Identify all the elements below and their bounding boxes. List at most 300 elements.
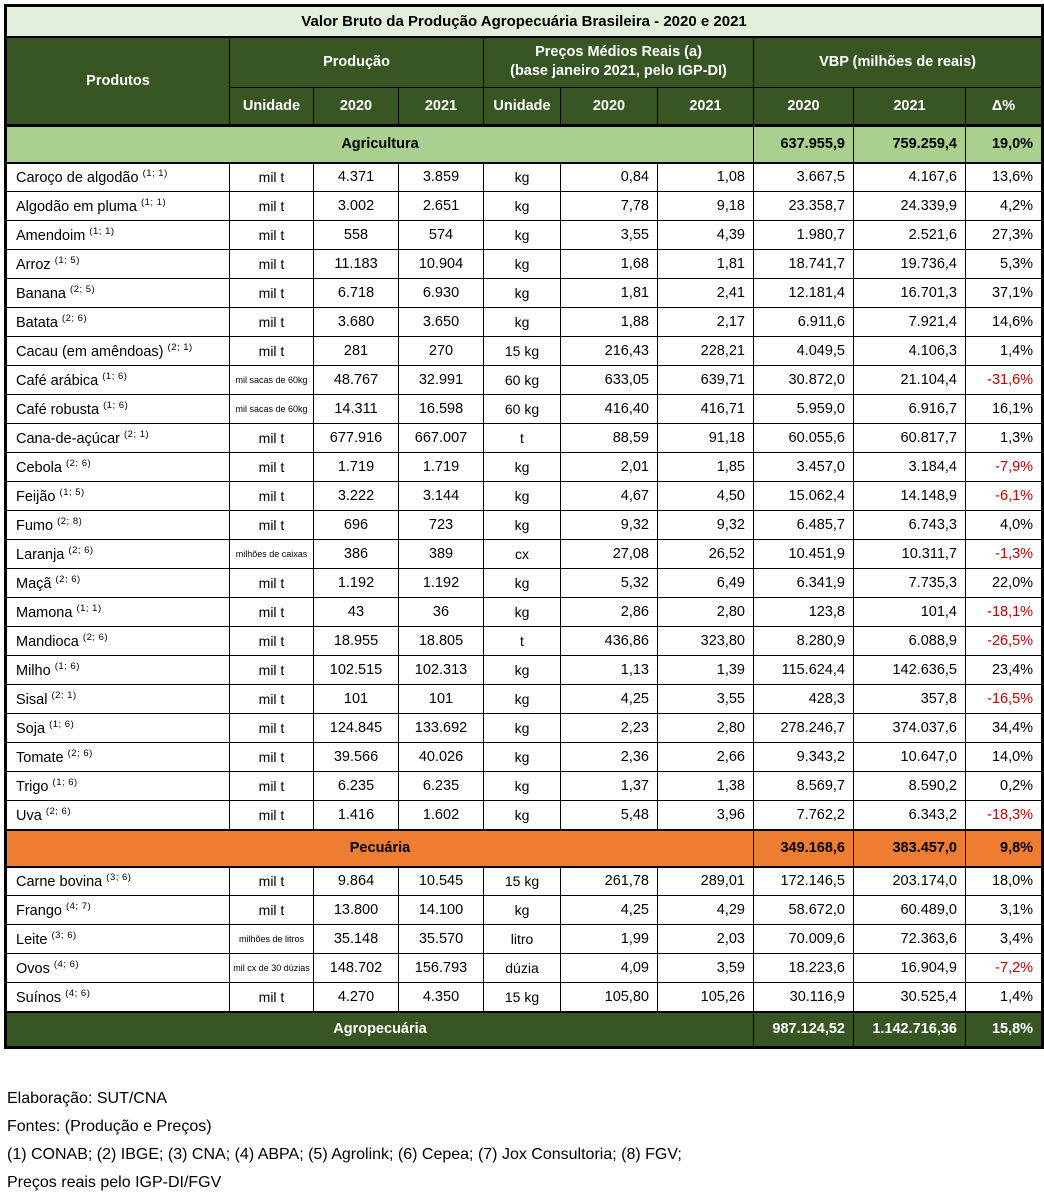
price-2020-cell: 2,23 [561, 714, 658, 743]
price-2020-cell: 1,37 [561, 772, 658, 801]
product-name-cell [6, 772, 230, 801]
price-unit-cell: kg [484, 743, 561, 772]
vbp-2021-cell: 6.743,3 [854, 511, 966, 540]
table-row [6, 925, 1043, 954]
vbp-2020-cell: 115.624,4 [754, 656, 854, 685]
column-header-delta: Δ% [966, 88, 1043, 126]
delta-cell: 16,1% [966, 395, 1043, 424]
production-unit-cell: mil t [230, 424, 314, 453]
production-unit-cell: mil t [230, 743, 314, 772]
price-2020-cell: 1,99 [561, 925, 658, 954]
price-unit-cell: kg [484, 482, 561, 511]
product-name: Cana-de-açúcar [16, 430, 120, 447]
column-group-producao: Produção [230, 37, 484, 88]
vbp-2020-cell: 70.009,6 [754, 925, 854, 954]
price-unit-cell: kg [484, 511, 561, 540]
table-body [6, 126, 1043, 1048]
vbp-2020-cell: 1.980,7 [754, 221, 854, 250]
vbp-2020-cell: 7.762,2 [754, 801, 854, 830]
production-2021-cell: 389 [399, 540, 484, 569]
vbp-2020-cell: 8.280,9 [754, 627, 854, 656]
product-name: Trigo [16, 778, 49, 795]
product-name: Leite [16, 931, 48, 948]
product-source-ref: (2; 8) [57, 516, 83, 528]
price-unit-cell: t [484, 424, 561, 453]
price-2021-cell: 1,39 [658, 656, 754, 685]
production-2020-cell: 43 [314, 598, 399, 627]
footnote-sources-list: (1) CONAB; (2) IBGE; (3) CNA; (4) ABPA; (5) Agrolink; (6) Cepea; (7) Jox Consultoria; (8) FGV; [7, 1146, 682, 1163]
price-2020-cell: 1,68 [561, 250, 658, 279]
price-2021-cell: 2,80 [658, 714, 754, 743]
vbp-2021-cell: 10.311,7 [854, 540, 966, 569]
price-2020-cell: 5,32 [561, 569, 658, 598]
vbp-2021-cell: 60.817,7 [854, 424, 966, 453]
product-source-ref: (1; 5) [54, 255, 80, 267]
production-unit-cell: mil t [230, 656, 314, 685]
price-2020-cell: 88,59 [561, 424, 658, 453]
product-name-cell [6, 192, 230, 221]
price-2021-cell: 2,41 [658, 279, 754, 308]
production-2021-cell: 101 [399, 685, 484, 714]
production-2021-cell: 3.650 [399, 308, 484, 337]
production-unit-cell: milhões de litros [230, 925, 314, 954]
vbp-2021-cell: 6.916,7 [854, 395, 966, 424]
product-name: Café robusta [16, 401, 100, 418]
price-unit-cell: kg [484, 772, 561, 801]
footnote-precos-reais: Preços reais pelo IGP-DI/FGV [7, 1174, 222, 1191]
table-row [6, 954, 1043, 983]
product-name: Uva [16, 807, 42, 824]
product-name-cell [6, 627, 230, 656]
production-2021-cell: 723 [399, 511, 484, 540]
vbp-2021-cell: 7.735,3 [854, 569, 966, 598]
vbp-2021-cell: 8.590,2 [854, 772, 966, 801]
vbp-2020-cell: 3.667,5 [754, 163, 854, 192]
production-unit-cell: mil sacas de 60kg [230, 366, 314, 395]
vbp-2021-cell: 357,8 [854, 685, 966, 714]
price-2020-cell: 1,88 [561, 308, 658, 337]
header-groups-row [6, 37, 1043, 88]
product-name: Feijão [16, 488, 56, 505]
price-2020-cell: 9,32 [561, 511, 658, 540]
production-unit-cell: mil t [230, 627, 314, 656]
production-2021-cell: 156.793 [399, 954, 484, 983]
production-2020-cell: 696 [314, 511, 399, 540]
delta-cell: 1,4% [966, 983, 1043, 1012]
page [0, 4, 1044, 1200]
section-vbp-2020: 637.955,9 [754, 126, 854, 163]
price-unit-cell: kg [484, 308, 561, 337]
product-name-cell [6, 743, 230, 772]
table-row [6, 395, 1043, 424]
price-2020-cell: 2,01 [561, 453, 658, 482]
product-name-cell [6, 867, 230, 896]
product-name: Café arábica [16, 372, 99, 389]
table-row [6, 598, 1043, 627]
production-unit-cell: mil t [230, 250, 314, 279]
delta-cell: -18,1% [966, 598, 1043, 627]
delta-cell: -7,9% [966, 453, 1043, 482]
column-header-produtos: Produtos [6, 37, 230, 126]
production-2020-cell: 3.680 [314, 308, 399, 337]
product-name-cell [6, 801, 230, 830]
price-2020-cell: 1,13 [561, 656, 658, 685]
vbp-2021-cell: 6.343,2 [854, 801, 966, 830]
production-2021-cell: 1.602 [399, 801, 484, 830]
delta-cell: 23,4% [966, 656, 1043, 685]
vbp-2021-cell: 2.521,6 [854, 221, 966, 250]
production-unit-cell: mil sacas de 60kg [230, 395, 314, 424]
production-unit-cell: mil t [230, 685, 314, 714]
table-row [6, 163, 1043, 192]
price-unit-cell: cx [484, 540, 561, 569]
production-unit-cell: mil t [230, 801, 314, 830]
column-header-vbp-2020: 2020 [754, 88, 854, 126]
price-2020-cell: 4,25 [561, 685, 658, 714]
production-unit-cell: mil t [230, 983, 314, 1012]
price-2021-cell: 2,17 [658, 308, 754, 337]
vbp-2020-cell: 6.341,9 [754, 569, 854, 598]
vbp-2021-cell: 10.647,0 [854, 743, 966, 772]
section-row [6, 830, 1043, 867]
vbp-2021-cell: 203.174,0 [854, 867, 966, 896]
product-name: Batata [16, 314, 58, 331]
table-row [6, 366, 1043, 395]
delta-cell: 22,0% [966, 569, 1043, 598]
production-unit-cell: mil t [230, 867, 314, 896]
production-2020-cell: 48.767 [314, 366, 399, 395]
price-2020-cell: 216,43 [561, 337, 658, 366]
vbp-2021-cell: 14.148,9 [854, 482, 966, 511]
price-2021-cell: 228,21 [658, 337, 754, 366]
production-2021-cell: 10.904 [399, 250, 484, 279]
production-2020-cell: 4.371 [314, 163, 399, 192]
product-name: Amendoim [16, 227, 86, 244]
delta-cell: 5,3% [966, 250, 1043, 279]
price-2021-cell: 1,85 [658, 453, 754, 482]
product-source-ref: (1; 6) [103, 400, 129, 412]
product-source-ref: (2; 6) [45, 805, 72, 817]
production-2021-cell: 3.144 [399, 482, 484, 511]
production-unit-cell: mil t [230, 714, 314, 743]
product-name: Milho [16, 662, 51, 679]
production-2020-cell: 3.002 [314, 192, 399, 221]
product-name-cell [6, 598, 230, 627]
product-name-cell [6, 569, 230, 598]
price-2021-cell: 289,01 [658, 867, 754, 896]
product-source-ref: (2; 5) [70, 284, 96, 296]
section-delta: 9,8% [966, 830, 1043, 867]
production-2021-cell: 35.570 [399, 925, 484, 954]
production-unit-cell: mil t [230, 772, 314, 801]
production-2021-cell: 2.651 [399, 192, 484, 221]
product-source-ref: (2; 6) [82, 632, 109, 644]
delta-cell: -16,5% [966, 685, 1043, 714]
production-2021-cell: 102.313 [399, 656, 484, 685]
vbp-2021-cell: 16.701,3 [854, 279, 966, 308]
price-2021-cell: 323,80 [658, 627, 754, 656]
product-name-cell [6, 925, 230, 954]
production-2021-cell: 270 [399, 337, 484, 366]
footnote-elaboracao: Elaboração: SUT/CNA [7, 1090, 168, 1107]
product-source-ref: (3; 6) [106, 872, 132, 884]
product-name: Mandioca [16, 633, 79, 650]
delta-cell: 13,6% [966, 163, 1043, 192]
section-delta: 19,0% [966, 126, 1043, 163]
column-header-unidade-precos: Unidade [484, 88, 561, 126]
vbp-table [4, 4, 1044, 1049]
precos-group-line2: (base janeiro 2021, pelo IGP-DI) [510, 63, 727, 80]
price-2020-cell: 0,84 [561, 163, 658, 192]
vbp-2020-cell: 278.246,7 [754, 714, 854, 743]
delta-cell: 3,1% [966, 896, 1043, 925]
production-2021-cell: 36 [399, 598, 484, 627]
production-2020-cell: 35.148 [314, 925, 399, 954]
vbp-2021-cell: 30.525,4 [854, 983, 966, 1012]
product-source-ref: (1; 6) [52, 777, 78, 789]
delta-cell: 4,0% [966, 511, 1043, 540]
vbp-2020-cell: 4.049,5 [754, 337, 854, 366]
column-group-vbp: VBP (milhões de reais) [754, 37, 1043, 88]
production-2020-cell: 6.235 [314, 772, 399, 801]
column-header-vbp-2021: 2021 [854, 88, 966, 126]
production-2021-cell: 1.719 [399, 453, 484, 482]
product-name-cell [6, 954, 230, 983]
production-2020-cell: 4.270 [314, 983, 399, 1012]
vbp-2021-cell: 6.088,9 [854, 627, 966, 656]
product-source-ref: (2; 1) [51, 690, 77, 702]
production-2021-cell: 4.350 [399, 983, 484, 1012]
table-row [6, 424, 1043, 453]
price-unit-cell: kg [484, 801, 561, 830]
production-2021-cell: 10.545 [399, 867, 484, 896]
price-unit-cell: 60 kg [484, 366, 561, 395]
footnote-fontes: Fontes: (Produção e Preços) [7, 1118, 212, 1135]
price-2020-cell: 7,78 [561, 192, 658, 221]
vbp-2021-cell: 19.736,4 [854, 250, 966, 279]
production-2020-cell: 386 [314, 540, 399, 569]
product-name-cell [6, 250, 230, 279]
table-row [6, 896, 1043, 925]
product-source-ref: (1; 5) [59, 487, 85, 499]
product-name-cell [6, 685, 230, 714]
delta-cell: 37,1% [966, 279, 1043, 308]
product-name-cell [6, 337, 230, 366]
production-unit-cell: mil t [230, 308, 314, 337]
price-unit-cell: kg [484, 656, 561, 685]
price-unit-cell: 15 kg [484, 983, 561, 1012]
production-2020-cell: 148.702 [314, 954, 399, 983]
product-name-cell [6, 395, 230, 424]
price-2021-cell: 91,18 [658, 424, 754, 453]
production-2020-cell: 11.183 [314, 250, 399, 279]
vbp-2021-cell: 21.104,4 [854, 366, 966, 395]
delta-cell: 1,3% [966, 424, 1043, 453]
production-2020-cell: 102.515 [314, 656, 399, 685]
price-2020-cell: 2,86 [561, 598, 658, 627]
table-row [6, 743, 1043, 772]
product-source-ref: (3; 6) [51, 930, 77, 942]
product-name-cell [6, 308, 230, 337]
production-unit-cell: mil t [230, 482, 314, 511]
production-2020-cell: 3.222 [314, 482, 399, 511]
product-name: Fumo [16, 517, 54, 534]
vbp-2021-cell: 142.636,5 [854, 656, 966, 685]
price-2021-cell: 9,18 [658, 192, 754, 221]
table-row [6, 867, 1043, 896]
product-name: Cebola [16, 459, 62, 476]
table-row [6, 279, 1043, 308]
vbp-2020-cell: 18.741,7 [754, 250, 854, 279]
total-vbp-2020: 987.124,52 [754, 1012, 854, 1048]
delta-cell: -1,3% [966, 540, 1043, 569]
product-name: Maçã [16, 575, 52, 592]
product-name-cell [6, 656, 230, 685]
product-name: Tomate [16, 749, 64, 766]
product-name-cell [6, 366, 230, 395]
product-name-cell [6, 714, 230, 743]
price-2020-cell: 105,80 [561, 983, 658, 1012]
production-2020-cell: 1.192 [314, 569, 399, 598]
production-unit-cell: mil t [230, 896, 314, 925]
page-title: Valor Bruto da Produção Agropecuária Brasileira - 2020 e 2021 [6, 6, 1043, 37]
precos-group-line1: Preços Médios Reais (a) [535, 43, 702, 60]
product-name: Sisal [16, 691, 48, 708]
product-name: Cacau (em amêndoas) [16, 343, 164, 360]
production-2021-cell: 133.692 [399, 714, 484, 743]
production-unit-cell: mil t [230, 598, 314, 627]
production-2021-cell: 667.007 [399, 424, 484, 453]
footnotes [7, 1085, 1044, 1197]
delta-cell: -6,1% [966, 482, 1043, 511]
vbp-2021-cell: 60.489,0 [854, 896, 966, 925]
table-row [6, 983, 1043, 1012]
price-unit-cell: kg [484, 453, 561, 482]
table-row [6, 540, 1043, 569]
price-2021-cell: 3,59 [658, 954, 754, 983]
delta-cell: 0,2% [966, 772, 1043, 801]
product-source-ref: (4; 6) [53, 959, 80, 971]
product-name: Suínos [16, 989, 62, 1006]
price-unit-cell: t [484, 627, 561, 656]
product-source-ref: (2; 1) [167, 342, 193, 354]
section-label: Pecuária [6, 830, 754, 867]
price-unit-cell: kg [484, 569, 561, 598]
product-source-ref: (1; 1) [140, 197, 167, 209]
production-2021-cell: 40.026 [399, 743, 484, 772]
production-2020-cell: 13.800 [314, 896, 399, 925]
vbp-2020-cell: 9.343,2 [754, 743, 854, 772]
vbp-2021-cell: 4.167,6 [854, 163, 966, 192]
table-row [6, 685, 1043, 714]
vbp-2020-cell: 123,8 [754, 598, 854, 627]
price-2021-cell: 2,66 [658, 743, 754, 772]
production-unit-cell: mil t [230, 569, 314, 598]
vbp-2020-cell: 172.146,5 [754, 867, 854, 896]
product-source-ref: (1; 1) [89, 226, 115, 238]
product-source-ref: (1; 1) [142, 168, 168, 180]
price-2021-cell: 1,81 [658, 250, 754, 279]
vbp-2020-cell: 58.672,0 [754, 896, 854, 925]
production-unit-cell: mil t [230, 337, 314, 366]
production-2021-cell: 574 [399, 221, 484, 250]
product-source-ref: (2; 6) [55, 574, 81, 586]
table-row [6, 250, 1043, 279]
table-header [6, 6, 1043, 126]
product-name: Carne bovina [16, 874, 103, 891]
price-2020-cell: 1,81 [561, 279, 658, 308]
table-row [6, 221, 1043, 250]
product-source-ref: (2; 6) [65, 458, 92, 470]
delta-cell: 4,2% [966, 192, 1043, 221]
product-name-cell [6, 511, 230, 540]
price-2021-cell: 4,50 [658, 482, 754, 511]
vbp-2020-cell: 6.911,6 [754, 308, 854, 337]
table-row [6, 772, 1043, 801]
vbp-2020-cell: 6.485,7 [754, 511, 854, 540]
production-2021-cell: 6.930 [399, 279, 484, 308]
production-unit-cell: mil t [230, 453, 314, 482]
delta-cell: 18,0% [966, 867, 1043, 896]
production-unit-cell: mil t [230, 192, 314, 221]
product-source-ref: (1; 6) [102, 371, 128, 383]
product-source-ref: (4; 6) [65, 987, 91, 999]
table-row [6, 511, 1043, 540]
price-unit-cell: kg [484, 714, 561, 743]
column-header-producao-2020: 2020 [314, 88, 399, 126]
product-name-cell [6, 221, 230, 250]
price-unit-cell: kg [484, 163, 561, 192]
price-2021-cell: 416,71 [658, 395, 754, 424]
vbp-2021-cell: 374.037,6 [854, 714, 966, 743]
price-2020-cell: 261,78 [561, 867, 658, 896]
product-name: Arroz [16, 256, 51, 273]
vbp-2021-cell: 72.363,6 [854, 925, 966, 954]
table-row [6, 308, 1043, 337]
production-unit-cell: mil t [230, 163, 314, 192]
production-2021-cell: 14.100 [399, 896, 484, 925]
column-group-precos [484, 37, 754, 88]
delta-cell: -31,6% [966, 366, 1043, 395]
delta-cell: 14,6% [966, 308, 1043, 337]
production-unit-cell: mil t [230, 221, 314, 250]
price-unit-cell: kg [484, 896, 561, 925]
price-2021-cell: 3,96 [658, 801, 754, 830]
production-2020-cell: 101 [314, 685, 399, 714]
production-2021-cell: 1.192 [399, 569, 484, 598]
production-2020-cell: 281 [314, 337, 399, 366]
production-2020-cell: 39.566 [314, 743, 399, 772]
column-header-unidade-producao: Unidade [230, 88, 314, 126]
delta-cell: -18,3% [966, 801, 1043, 830]
product-name-cell [6, 983, 230, 1012]
product-source-ref: (2; 6) [61, 313, 88, 325]
product-source-ref: (1; 1) [76, 603, 102, 615]
product-name-cell [6, 424, 230, 453]
table-row [6, 627, 1043, 656]
price-2021-cell: 26,52 [658, 540, 754, 569]
production-2021-cell: 3.859 [399, 163, 484, 192]
total-vbp-2021: 1.142.716,36 [854, 1012, 966, 1048]
delta-cell: -26,5% [966, 627, 1043, 656]
product-source-ref: (2; 6) [68, 545, 94, 557]
price-2021-cell: 639,71 [658, 366, 754, 395]
product-name-cell [6, 896, 230, 925]
production-2020-cell: 677.916 [314, 424, 399, 453]
production-2020-cell: 124.845 [314, 714, 399, 743]
section-vbp-2021: 759.259,4 [854, 126, 966, 163]
price-2021-cell: 4,29 [658, 896, 754, 925]
